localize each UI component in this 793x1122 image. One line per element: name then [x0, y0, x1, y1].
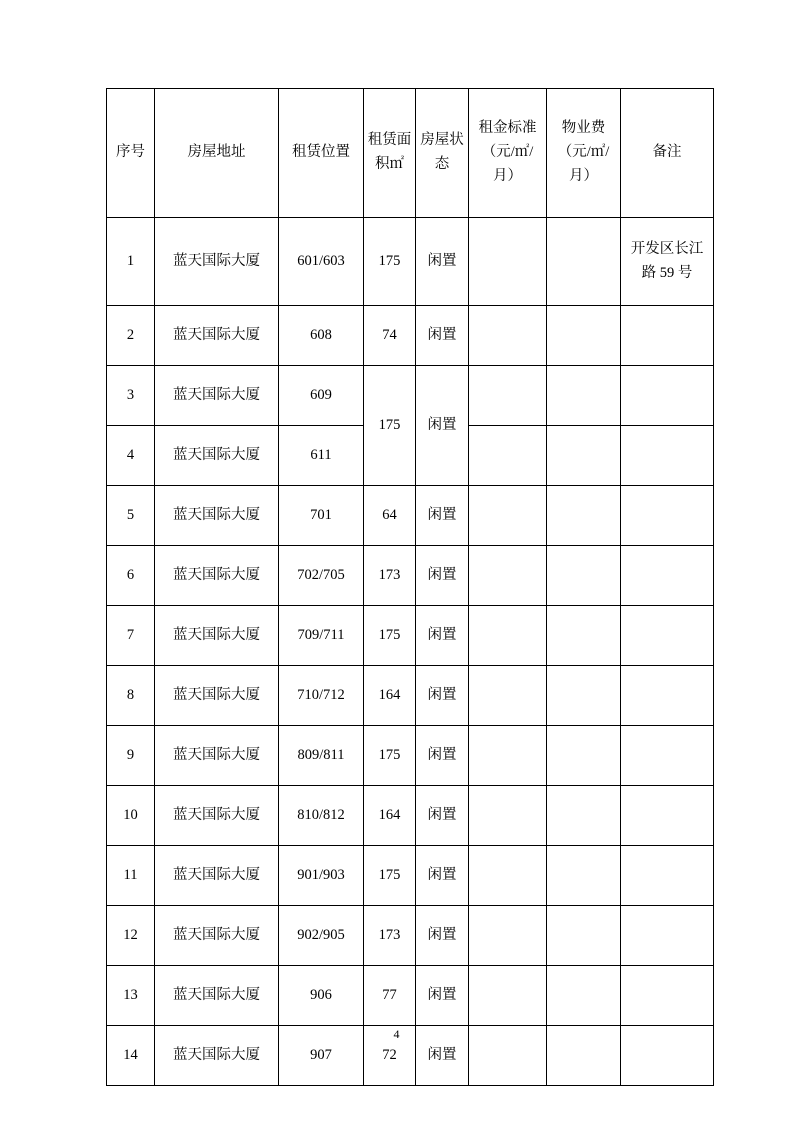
property-listing-table — [106, 88, 714, 1086]
cell-status: 闲置 — [416, 906, 469, 966]
cell-location: 609 — [279, 366, 364, 426]
page-number: 4 — [393, 1027, 400, 1041]
table-row — [107, 546, 714, 606]
cell-address: 蓝天国际大厦 — [155, 366, 279, 426]
cell-area: 173 — [364, 546, 416, 606]
cell-status: 闲置 — [416, 786, 469, 846]
cell-no: 11 — [107, 846, 155, 906]
cell-address: 蓝天国际大厦 — [155, 966, 279, 1026]
header-cell-property-fee: 物业费（元/㎡/月） — [547, 89, 621, 218]
table-row — [107, 786, 714, 846]
cell-area: 175 — [364, 846, 416, 906]
cell-remark — [621, 726, 714, 786]
table-row — [107, 726, 714, 786]
cell-area: 64 — [364, 486, 416, 546]
cell-rent — [469, 606, 547, 666]
table-row — [107, 218, 714, 306]
cell-address: 蓝天国际大厦 — [155, 906, 279, 966]
cell-address: 蓝天国际大厦 — [155, 218, 279, 306]
cell-fee — [547, 366, 621, 426]
cell-remark — [621, 426, 714, 486]
header-cell-rent-standard: 租金标准（元/㎡/月） — [469, 89, 547, 218]
cell-location: 608 — [279, 306, 364, 366]
cell-rent — [469, 486, 547, 546]
cell-no: 2 — [107, 306, 155, 366]
table-row — [107, 846, 714, 906]
cell-address: 蓝天国际大厦 — [155, 666, 279, 726]
cell-fee — [547, 726, 621, 786]
cell-status: 闲置 — [416, 606, 469, 666]
cell-rent — [469, 966, 547, 1026]
cell-location: 701 — [279, 486, 364, 546]
cell-fee — [547, 546, 621, 606]
cell-address: 蓝天国际大厦 — [155, 726, 279, 786]
cell-fee — [547, 666, 621, 726]
cell-location: 709/711 — [279, 606, 364, 666]
cell-rent — [469, 666, 547, 726]
cell-area: 74 — [364, 306, 416, 366]
table-header-row — [107, 89, 714, 218]
cell-status: 闲置 — [416, 966, 469, 1026]
cell-no: 1 — [107, 218, 155, 306]
cell-fee — [547, 606, 621, 666]
cell-no: 14 — [107, 1026, 155, 1086]
cell-area: 175 — [364, 726, 416, 786]
cell-fee — [547, 486, 621, 546]
header-cell-address: 房屋地址 — [155, 89, 279, 218]
cell-no: 5 — [107, 486, 155, 546]
cell-address: 蓝天国际大厦 — [155, 486, 279, 546]
cell-area: 175 — [364, 366, 416, 486]
cell-no: 9 — [107, 726, 155, 786]
cell-fee — [547, 966, 621, 1026]
cell-location: 702/705 — [279, 546, 364, 606]
cell-status: 闲置 — [416, 218, 469, 306]
cell-location: 902/905 — [279, 906, 364, 966]
cell-no: 13 — [107, 966, 155, 1026]
table-row — [107, 306, 714, 366]
cell-remark — [621, 906, 714, 966]
header-cell-area: 租赁面积㎡ — [364, 89, 416, 218]
cell-remark — [621, 966, 714, 1026]
cell-no: 8 — [107, 666, 155, 726]
table-row — [107, 606, 714, 666]
cell-status: 闲置 — [416, 486, 469, 546]
cell-remark: 开发区长江路 59 号 — [621, 218, 714, 306]
cell-remark — [621, 366, 714, 426]
cell-area: 164 — [364, 786, 416, 846]
cell-area: 164 — [364, 666, 416, 726]
cell-rent — [469, 366, 547, 426]
cell-rent — [469, 218, 547, 306]
cell-location: 907 — [279, 1026, 364, 1086]
cell-area: 175 — [364, 606, 416, 666]
header-cell-status: 房屋状态 — [416, 89, 469, 218]
cell-fee — [547, 306, 621, 366]
cell-status: 闲置 — [416, 846, 469, 906]
header-cell-location: 租赁位置 — [279, 89, 364, 218]
cell-address: 蓝天国际大厦 — [155, 306, 279, 366]
cell-rent — [469, 786, 547, 846]
cell-rent — [469, 726, 547, 786]
table-row — [107, 666, 714, 726]
cell-fee — [547, 906, 621, 966]
cell-rent — [469, 426, 547, 486]
cell-remark — [621, 486, 714, 546]
cell-status: 闲置 — [416, 366, 469, 486]
table-row — [107, 366, 714, 426]
cell-no: 4 — [107, 426, 155, 486]
cell-fee — [547, 426, 621, 486]
cell-no: 7 — [107, 606, 155, 666]
cell-location: 611 — [279, 426, 364, 486]
cell-no: 6 — [107, 546, 155, 606]
cell-location: 906 — [279, 966, 364, 1026]
cell-location: 710/712 — [279, 666, 364, 726]
cell-address: 蓝天国际大厦 — [155, 426, 279, 486]
cell-address: 蓝天国际大厦 — [155, 846, 279, 906]
cell-location: 810/812 — [279, 786, 364, 846]
cell-no: 12 — [107, 906, 155, 966]
cell-address: 蓝天国际大厦 — [155, 606, 279, 666]
cell-location: 809/811 — [279, 726, 364, 786]
cell-location: 601/603 — [279, 218, 364, 306]
cell-remark — [621, 546, 714, 606]
cell-status: 闲置 — [416, 546, 469, 606]
cell-remark — [621, 846, 714, 906]
cell-rent — [469, 906, 547, 966]
cell-rent — [469, 846, 547, 906]
cell-area: 175 — [364, 218, 416, 306]
cell-remark — [621, 306, 714, 366]
cell-status: 闲置 — [416, 666, 469, 726]
cell-address: 蓝天国际大厦 — [155, 1026, 279, 1086]
cell-address: 蓝天国际大厦 — [155, 546, 279, 606]
cell-status: 闲置 — [416, 306, 469, 366]
cell-status: 闲置 — [416, 726, 469, 786]
table-row — [107, 906, 714, 966]
header-cell-remark: 备注 — [621, 89, 714, 218]
cell-status: 闲置 — [416, 1026, 469, 1086]
cell-remark — [621, 666, 714, 726]
cell-area: 77 — [364, 966, 416, 1026]
cell-address: 蓝天国际大厦 — [155, 786, 279, 846]
cell-fee — [547, 846, 621, 906]
cell-rent — [469, 546, 547, 606]
table-row — [107, 966, 714, 1026]
cell-no: 3 — [107, 366, 155, 426]
header-cell-no: 序号 — [107, 89, 155, 218]
cell-no: 10 — [107, 786, 155, 846]
cell-rent — [469, 306, 547, 366]
cell-fee — [547, 218, 621, 306]
cell-remark — [621, 606, 714, 666]
cell-remark — [621, 786, 714, 846]
cell-area: 72 — [364, 1026, 416, 1086]
cell-area: 173 — [364, 906, 416, 966]
cell-fee — [547, 786, 621, 846]
table-row — [107, 486, 714, 546]
cell-location: 901/903 — [279, 846, 364, 906]
